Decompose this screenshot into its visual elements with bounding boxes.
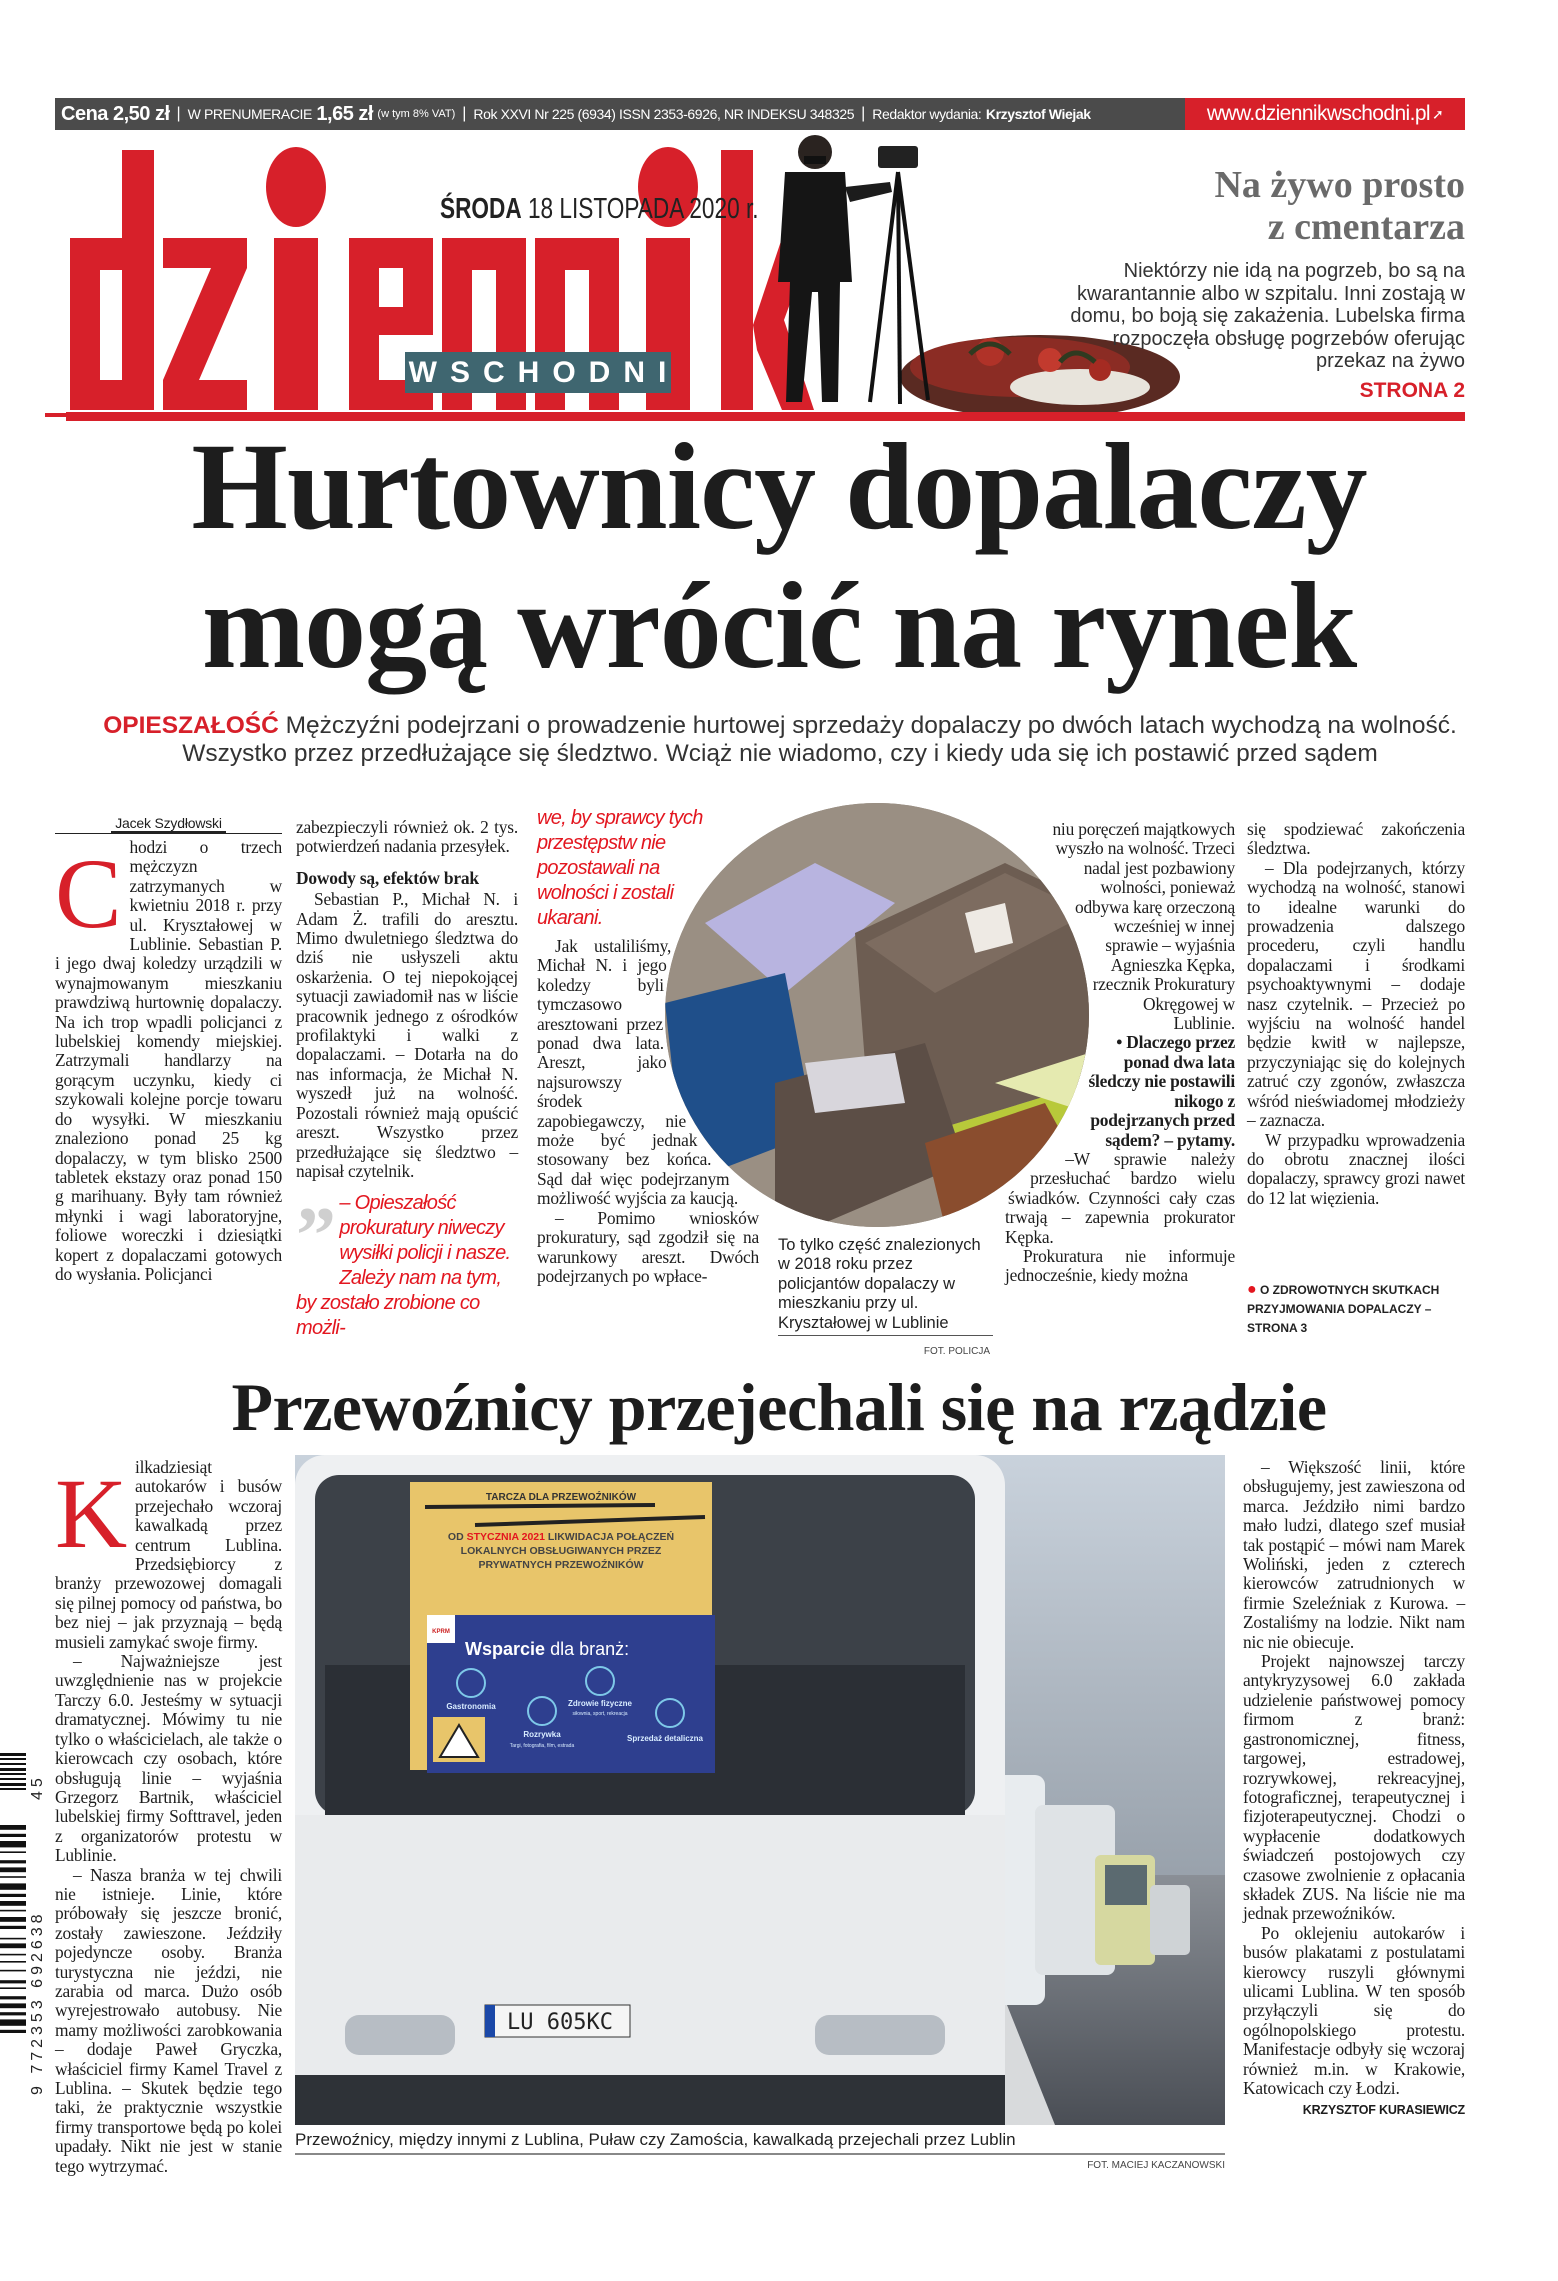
poster-panel-title: dla branż:: [550, 1639, 630, 1659]
paragraph: Prokuratura nie informuje jednocześnie, kiedy można: [1005, 1245, 1235, 1286]
second-headline: Przewoźnicy przejechali się na rządzie: [231, 1369, 1327, 1445]
barcode-bar: [0, 1783, 26, 1786]
interview-question: • Dlaczego przez ponad dwa lata śledczy nie postawili nikogo z podejrzanych przed sądem? – pytamy.: [1088, 1032, 1235, 1150]
date-text: 18 LISTOPADA 2020 r.: [527, 193, 759, 225]
barcode-bar: [0, 1788, 26, 1790]
barcode-bar: [0, 1954, 26, 1956]
poster-line: LOKALNYCH OBSŁUGIWANYCH PRZEZ: [460, 1545, 662, 1557]
barcode-bar: [0, 1758, 26, 1760]
logo-subtitle: WSCHODNI: [405, 352, 671, 393]
license-plate: LU 605KC: [507, 2010, 613, 2035]
barcode-bar: [0, 1867, 26, 1872]
barcode-bar: [0, 1773, 26, 1775]
article-column-5: [1247, 820, 1465, 1208]
barcode: [0, 1745, 48, 2105]
paragraph: – Nasza branża w tej chwili nie istnieje. Linie, które próbowały się jeszcze bronić, zostały zawieszone. Jeździły pojedyncze osoby. Branża turystyczna nie jeździ, nie zarabia od marca. Dużo osób wyrejestrowało autobusy. Nie mamy możliwości zarobkowania – dodaje Paweł Gryczka, właściciel firmy Kamel Travel z Lublina. – Skutek będzie tego taki, że praktycznie wszystkie firmy transportowe będą po kolei upadały. Nikt nie jest w stanie tego wytrzymać.: [55, 1864, 282, 2176]
article-column-2: [296, 818, 518, 1341]
poster-line: STYCZNIA 2021: [466, 1531, 545, 1543]
drop-cap: K: [55, 1458, 128, 1569]
cursor-icon: ➚: [1432, 105, 1444, 122]
barcode-bar: [0, 1987, 26, 1989]
masthead-info-bar: Cena 2,50 zł | W PRENUMERACIE 1,65 zł (w tym 8% VAT) | Rok XXVI Nr 225 (6934) ISSN 2353-6926, NR INDEKSU 348325 | Redaktor wydania: Krzysztof Wiejak www.dziennikwschodni.pl ➚: [55, 98, 1465, 130]
barcode-bar: [0, 1763, 26, 1765]
poster-line: PRYWATNYCH PRZEWOŹNIKÓW: [478, 1559, 644, 1571]
paragraph: się spodziewać zakończenia śledztwa.: [1247, 819, 1465, 859]
barcode-bar: [0, 1753, 26, 1756]
poster-line: LIKWIDACJA POŁĄCZEŃ: [547, 1531, 675, 1543]
website-url[interactable]: www.dziennikwschodni.pl: [1206, 102, 1430, 125]
paragraph: ilkadziesiąt autokarów i busów przejechało wczoraj kawalkadą przez centrum Lublina. Przedsiębiorcy z branży przewozowej domagali się pilnej pomocy od państwa, bo bez niej – jak przyznają – będą musieli zamykać swoje firmy.: [55, 1457, 282, 1652]
lead-kicker: OPIESZAŁOŚĆ: [103, 712, 279, 739]
teaser-page-link[interactable]: STRONA 2: [1359, 378, 1465, 402]
barcode-bar: [0, 1834, 26, 1837]
barcode-bar: [0, 1926, 26, 1929]
paragraph: – Większość linii, które obsługujemy, jest zawieszona od marca. Jeździło nimi bardzo mało ludzi, dlatego szef musiał tak postąpić – mówi nam Marek Woliński, jeden z czterech kierowców zatrudnionych w firmie Szeleźniak z Kurowa. – Zostaliśmy na lodzie. Nikt nam nic nie obiecuje.: [1243, 1457, 1465, 1652]
poster-line: OD: [447, 1531, 464, 1543]
poster-item: Zdrowie fizyczne: [567, 1699, 633, 1708]
barcode-bar: [0, 1901, 26, 1906]
article-column-3: [537, 806, 759, 1286]
poster-item: Gastronomia: [446, 1702, 496, 1711]
barcode-bar: [0, 2019, 26, 2025]
paragraph: Jak ustaliliśmy, Michał N. i jego koledzy byli tymczasowo aresztowani przez ponad dwa lata. Areszt, jako najsurowszy środek zapobiegawczy, nie może być jednak stosowany bez końca. Sąd dał więc podejrzanym możliwość wyjścia za kaucją.: [537, 936, 739, 1209]
paragraph: zabezpieczyli również ok. 2 tys. potwierdzeń nadania przesyłek.: [296, 817, 518, 857]
second-article-column-2: [1243, 1458, 1465, 2121]
poster-item: Rozrywka: [523, 1730, 561, 1739]
paragraph: Projekt najnowszej tarczy antykryzysowej 6.0 zakłada udzielenie państwowej pomocy firmom z branż: gastronomicznej, fitness, targowej, estradowej, rozrywkowej, rekreacyjnej, fotograficznej, terapeutycznej i fizjoterapeutycznej. Chodzi o wypłacenie dodatkowych świadczeń postojowych czy czasowe zwolnienie z opłacania składek ZUS. Na liście nie ma jednak przewoźników.: [1243, 1651, 1465, 1924]
barcode-bar: [0, 1980, 26, 1983]
paragraph: niu poręczeń majątkowych wyszło na wolność. Trzeci nadal jest pozbawiony wolności, ponieważ odbywa karę orzeczoną wcześniej w innej sprawie – wyjaśnia Agnieszka Kępka, rzecznik Prokuratury Okręgowej w Lublinie.: [1052, 819, 1235, 1034]
paragraph: W przypadku wprowadzenia do obrotu znacznej ilości dopalaczy, sprawcy grozi nawet do 12 lat więzienia.: [1247, 1129, 1465, 1208]
barcode-bar: [0, 2012, 26, 2015]
paragraph: – Pomimo wniosków prokuratury, sąd zgodził się na warunkowy areszt. Dwóch podejrzanych po wpłace-: [537, 1207, 759, 1286]
photo-caption: To tylko część znalezionych w 2018 roku przez policjantów dopalaczy w mieszkaniu przy ul. Kryształowej w Lublinie: [778, 1236, 993, 1336]
paragraph: hodzi o trzech mężczyzn zatrzymanych w kwietniu 2018 r. przy ul. Kryształowej w Lublinie. Sebastian P. i jego dwaj koledzy urządzili w wynajmowanym mieszkaniu prawdziwą hurtownię dopalaczy. Na ich trop wpadli policjanci z lubelskiej komendy miejskiej. Zatrzymali handlarzy na gorącym uczynku, kiedy ci szykowali kolejne porcje towaru do wysyłki. W mieszkaniu znaleziono ponad 25 kg dopalaczy, w tym blisko 2500 tabletek ekstazy oraz ponad 150 g marihuany. Były tam również młynki i wagi laboratoryjne, foliowe woreczki i dziesiątki kopert z dopalaczami gotowych do wysłania. Policjanci: [55, 837, 282, 1284]
barcode-bar: [0, 1961, 26, 1963]
poster-item-sub: Targi, fotografia, film, estrada: [509, 1743, 575, 1749]
issue-date: [440, 193, 759, 226]
poster-item: Sprzedaż detaliczna: [626, 1734, 704, 1743]
barcode-bar: [0, 1883, 26, 1889]
svg-text:OD STYCZNIA 2021 LIKWIDACJA PO: [448, 1530, 674, 1543]
main-headline-line-1: Hurtownicy dopalaczy: [191, 418, 1367, 555]
issue-info: Rok XXVI Nr 225 (6934) ISSN 2353-6926, NR INDEKSU 348325: [473, 106, 855, 122]
paragraph: Sebastian P., Michał N. i Adam Ż. trafili do aresztu. Mimo dwuletniego śledztwa do dziś nie usłyszeli aktu oskarżenia. O tej niepokojącej sytuacji zawiadomił nas w liście pracownik jednego z ośrodków profilaktyki i walki z dopalaczami. – Dotarła na do nas informacja, że Michał N. wyszedł już na wolność. Pozostali również mają opuścić areszt. Wszystko przez przedłużające się śledztwo – napisał czytelnik.: [296, 889, 518, 1181]
pull-quote-continued: we, by sprawcy tych przestępstw nie pozostawali na wolności i zostali ukarani.: [537, 807, 703, 929]
photo-credit: FOT. MACIEJ KACZANOWSKI: [1087, 2160, 1225, 2171]
barcode-number: 9 772353 692638: [29, 1910, 46, 2095]
vat-note: (w tym 8% VAT): [377, 108, 456, 120]
subheading: Dowody są, efektów brak: [296, 867, 479, 888]
teaser-body: Niektórzy nie idą na pogrzeb, bo są na kwarantannie albo w szpitalu. Inni zostają w domu, bo boją się zakażenia. Lubelska firma rozpoczęła obsługę pogrzebów oferując przekaz na żywo: [1070, 260, 1465, 372]
editor-label: Redaktor wydania:: [872, 106, 982, 122]
main-lead: [80, 712, 1480, 768]
subscription-label: W PRENUMERACIE: [187, 106, 312, 122]
barcode-bar: [0, 1825, 26, 1830]
photo-caption: Przewoźnicy, między innymi z Lublina, Puław czy Zamościa, kawalkadą przejechali przez Lublin: [295, 2130, 1225, 2155]
main-headline-line-2: mogą wrócić na rynek: [201, 557, 1357, 694]
barcode-bar: [0, 2030, 26, 2033]
pull-quote: ” – Opieszałość prokuratury niweczy wysiłki policji i nasze. Zależy nam na tym, by zostało zrobione co możli-: [296, 1192, 511, 1340]
barcode-bar: [0, 1841, 26, 1847]
barcode-bar: [0, 1894, 26, 1897]
subscription-price: 1,65 zł: [316, 102, 373, 125]
see-also-link[interactable]: ● O ZDROWOTNYCH SKUTKACH PRZYJMOWANIA DOPALACZY – STRONA 3: [1247, 1281, 1440, 1335]
bullet-icon: ●: [1247, 1281, 1257, 1298]
barcode-bar: [0, 1996, 26, 1999]
barcode-bar: [0, 1910, 26, 1912]
barcode-bar: [0, 2003, 26, 2008]
barcode-bar: [0, 1943, 26, 1948]
poster-item-sub: siłownia, sport, rekreacja: [572, 1711, 628, 1717]
poster-panel-title: Wsparcie: [465, 1639, 546, 1659]
barcode-bar: [0, 1768, 26, 1771]
paragraph: – Dla podejrzanych, którzy wychodzą na wolność, stanowi to idealne warunki do prowadzenia dalszego procederu, czyli handlu dopalaczami i środkami psychoaktywnymi – dodaje nasz czytelnik. – Przecież po wyjściu na wolność handel będzie kwitł w najlepsze, przyczyniając się do kolejnych zatruć czy zgonów, zwłaszcza wśród nieświadomej młodzieży – zaznacza.: [1247, 857, 1465, 1131]
kprm-logo: KPRM: [432, 1629, 450, 1635]
barcode-bar: [0, 1778, 26, 1780]
teaser-box[interactable]: [1045, 164, 1465, 403]
photo-credit: FOT. POLICJA: [923, 1346, 990, 1357]
barcode-bar: [0, 1938, 26, 1940]
paragraph: – Najważniejsze jest uwzględnienie nas w projekcie Tarczy 6.0. Jesteśmy w sytuacji dramatycznej. Mówimy tu nie tylko o właścicielach, ale także o kierowcach czy osobach, które obsługują linie – wyjaśnia Grzegorz Bartnik, właściciel lubelskiej firmy Softtravel, jeden z organizatorów protestu w Lublinie.: [55, 1651, 282, 1866]
poster-top: TARCZA DLA PRZEWOŹNIKÓW: [485, 1492, 637, 1503]
weekday: ŚRODA: [440, 193, 522, 225]
website-link[interactable]: [1185, 98, 1465, 130]
author: KRZYSZTOF KURASIEWICZ: [1302, 2103, 1465, 2118]
drop-cap: C: [55, 838, 122, 949]
quote-mark-icon: ”: [296, 1192, 336, 1281]
article-column-4: [1005, 820, 1235, 1286]
byline: Jacek Szydłowski: [55, 815, 282, 834]
barcode-bar: [0, 1851, 26, 1853]
teaser-title: Na żywo prosto z cmentarza: [1214, 164, 1465, 248]
lead-text: Mężczyźni podejrzani o prowadzenie hurtowej sprzedaży dopalaczy po dwóch latach wychodzą na wolność. Wszystko przez przedłużające się śledztwo. Wciąż nie wiadomo, czy i kiedy uda się ich postawić przed sądem: [182, 712, 1457, 767]
barcode-addon: 45: [29, 1774, 46, 1800]
paragraph: Po oklejeniu autokarów i busów plakatami z postulatami kierowcy ruszyli głównymi ulicami Lublina. W ten sposób przyłączyli się do ogólnopolskiego protestu. Manifestacje odbyły się wczoraj również m.in. w Krakowie, Katowicach czy Łodzi.: [1243, 1922, 1465, 2098]
barcode-bar: [0, 1970, 26, 1972]
bus-protest-photo: [295, 1455, 1225, 2125]
barcode-bar: [0, 1876, 26, 1878]
svg-text:Wsparcie dla branż:: [465, 1639, 629, 1659]
second-article-column-1: [55, 1458, 282, 2176]
article-column-1: [55, 815, 282, 1284]
barcode-bar: [0, 1860, 26, 1863]
cover-price: Cena 2,50 zł: [61, 102, 170, 125]
editor-name: Krzysztof Wiejak: [985, 106, 1091, 122]
barcode-bar: [0, 1917, 26, 1922]
paragraph: –W sprawie należy przesłuchać bardzo wielu świadków. Czynności cały czas trwają – zapewnia prokurator Kępka.: [1005, 1148, 1235, 1247]
